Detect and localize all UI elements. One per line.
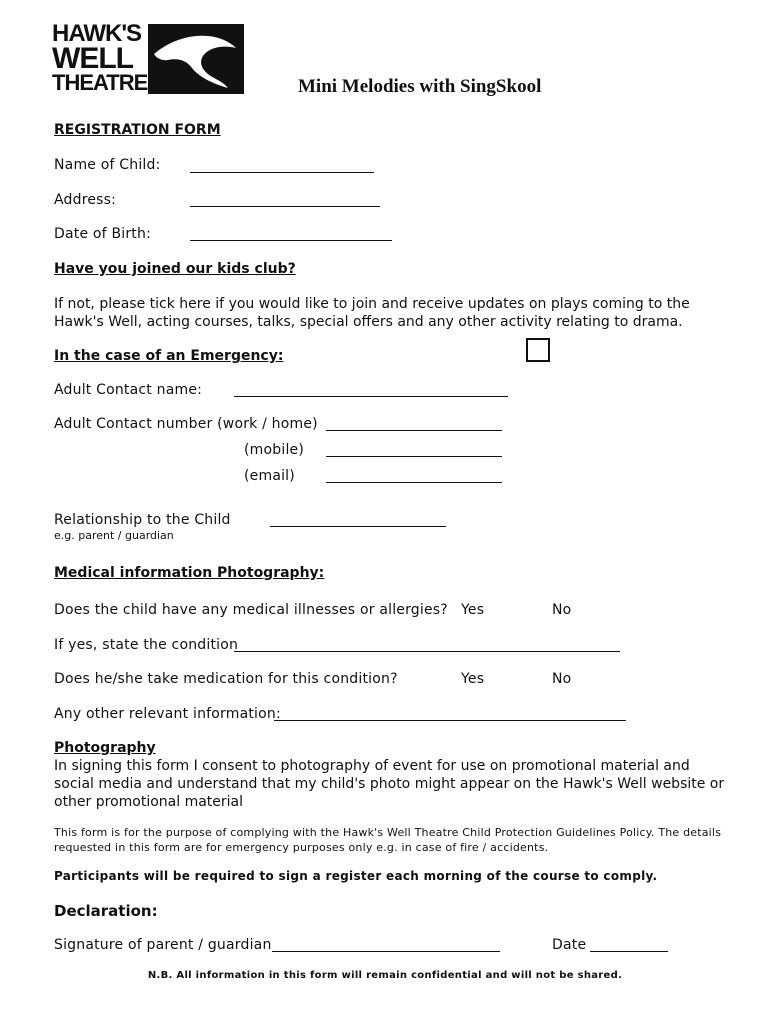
medical-q2-yes-option[interactable]: Yes [461, 671, 485, 687]
address-field[interactable] [190, 206, 380, 207]
child-name-label: Name of Child: [54, 157, 161, 173]
dob-label: Date of Birth: [54, 226, 151, 242]
other-info-label: Any other relevant information: [54, 706, 281, 722]
hawk-silhouette-icon [148, 24, 244, 94]
condition-label: If yes, state the condition [54, 637, 239, 653]
kids-club-checkbox[interactable] [526, 338, 550, 362]
mobile-field[interactable] [326, 456, 502, 457]
policy-text: This form is for the purpose of complying with the Hawk's Well Theatre Child Protection Guidelines Policy. The details requested in this form are for emergency purposes only e.g. in case of fire / accidents. [54, 826, 722, 854]
contact-number-label: Adult Contact number (work / home) [54, 416, 318, 432]
child-name-field[interactable] [190, 172, 374, 173]
logo-line-1: HAWK'S [52, 20, 142, 47]
medical-q1-yes-option[interactable]: Yes [461, 602, 485, 618]
email-field[interactable] [326, 482, 502, 483]
contact-name-field[interactable] [234, 396, 508, 397]
relationship-hint: e.g. parent / guardian [54, 529, 174, 542]
participants-note: Participants will be required to sign a register each morning of the course to comply. [54, 869, 658, 883]
registration-heading: REGISTRATION FORM [54, 122, 221, 138]
dob-field[interactable] [190, 240, 392, 241]
signature-label: Signature of parent / guardian [54, 937, 272, 953]
contact-name-label: Adult Contact name: [54, 382, 203, 398]
mobile-label: (mobile) [244, 442, 305, 458]
kids-club-heading: Have you joined our kids club? [54, 261, 296, 277]
photography-heading: Photography [54, 740, 156, 756]
condition-field[interactable] [234, 651, 620, 652]
kids-club-text: If not, please tick here if you would like to join and receive updates on plays coming to the Hawk's Well, acting courses, talks, special offers and any other activity relating to drama. [54, 296, 690, 330]
email-label: (email) [244, 468, 295, 484]
medical-q1-no-option[interactable]: No [552, 602, 572, 618]
photography-text: In signing this form I consent to photography of event for use on promotional material and social media and understand that my child's photo might appear on the Hawk's Well website or other promotional material [54, 758, 725, 810]
declaration-heading: Declaration: [54, 902, 158, 920]
page-title: Mini Melodies with SingSkool [298, 76, 542, 97]
relationship-label: Relationship to the Child [54, 512, 231, 528]
signature-field[interactable] [272, 951, 500, 952]
footer-note: N.B. All information in this form will remain confidential and will not be shared. [147, 970, 623, 981]
relationship-field[interactable] [270, 526, 446, 527]
date-field[interactable] [590, 951, 668, 952]
medical-heading: Medical information Photography: [54, 565, 325, 581]
emergency-heading: In the case of an Emergency: [54, 348, 284, 364]
medical-question-1: Does the child have any medical illnesses or allergies? [54, 602, 448, 618]
logo-line-3: THEATRE [52, 70, 148, 95]
theatre-logo [52, 22, 244, 94]
date-label: Date [552, 937, 587, 953]
logo-line-2: WELL [52, 42, 133, 75]
medical-q2-no-option[interactable]: No [552, 671, 572, 687]
address-label: Address: [54, 192, 117, 208]
contact-number-field[interactable] [326, 430, 502, 431]
medical-question-2: Does he/she take medication for this condition? [54, 671, 398, 687]
other-info-field[interactable] [274, 720, 626, 721]
